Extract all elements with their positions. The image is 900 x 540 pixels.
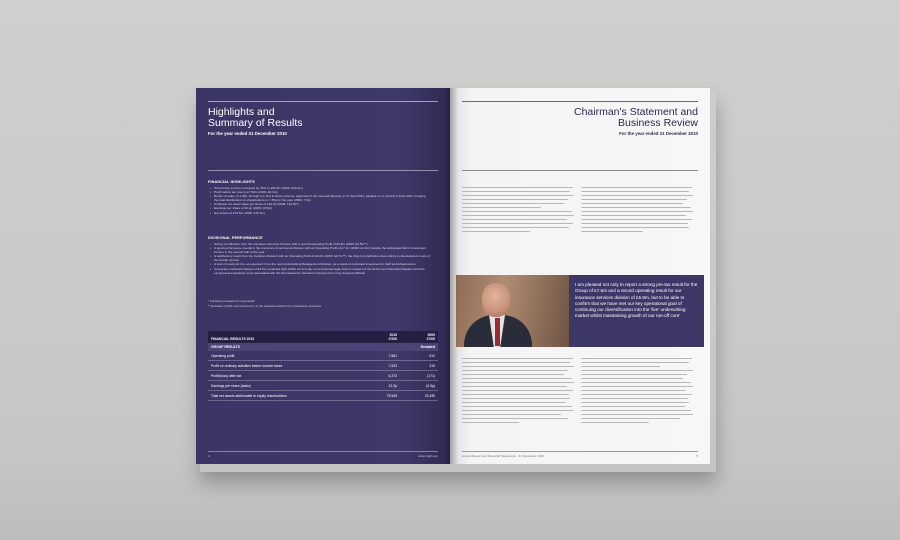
value-2010: 12.2p — [388, 383, 397, 388]
list-item: • A loss of nearly £1.0m, as expected, from the new Underwriting Management Division, as a result of continued investment in staff and infrastructure — [210, 262, 430, 266]
table-header — [208, 331, 438, 343]
col-2010-year: 2010 — [389, 333, 397, 337]
value-2009: (171) — [427, 373, 435, 378]
table-subheader — [208, 343, 438, 351]
footnote: * Following restatement of goodwill — [208, 299, 255, 303]
row-label: Earnings per share (basic) — [211, 383, 251, 388]
title-line-1: Chairman's Statement and — [574, 106, 698, 118]
table-row — [208, 381, 438, 391]
value-2010: 7,881 — [388, 353, 397, 358]
list-item: • Undiluted net asset value per share of 144.8p (2009: 140.8p*) — [210, 202, 430, 206]
row-label: Profit/(loss) after tax — [211, 373, 242, 378]
group-results-label: GROUP RESULTS — [211, 345, 240, 349]
col-2009-year: 2009 — [427, 333, 435, 337]
table-edge — [0, 468, 900, 540]
list-item: • A good performance overall in the Insurance Investments Division with an Operating Profit of £7.4m (2009: £1.3m) despite the anticipated fall in investment income in the second half of the year — [210, 246, 430, 254]
page-number: 5 — [696, 454, 698, 458]
table-row — [208, 391, 438, 401]
row-values — [383, 394, 435, 398]
list-item: • Strong contribution from the Insurance Services Division with a record Operating Profit of £5.8m (2009: £2.5m**) — [210, 242, 430, 246]
photo-head — [482, 283, 510, 317]
website-text: www.rsgill.com — [418, 454, 438, 458]
row-values — [383, 384, 435, 388]
value-2010: 79,549 — [386, 393, 397, 398]
body-text-column-right-bottom — [581, 358, 694, 426]
chairman-photo — [456, 275, 569, 347]
table-row — [208, 351, 438, 361]
list-item: • Corporate overhead charges of £4.5m remained high (2009: £4.1m) due to exceptional legal costs in respect of the Sexton and Stonebull litigation and the exceptional acquisition costs associated with the Rennaissance Solutions business from Guy Carpenter/Marsh — [210, 267, 430, 275]
value-2009: (0.5p) — [426, 383, 435, 388]
financial-highlights-heading: FINANCIAL HIGHLIGHTS — [208, 180, 255, 184]
restated-label: Restated — [420, 345, 435, 349]
row-values — [383, 364, 435, 368]
col-2010-unit: £'000 — [388, 337, 397, 341]
footer-rule — [462, 451, 698, 452]
divisional-performance-heading: DIVISIONAL PERFORMANCE — [208, 236, 263, 240]
title-line-2: Business Review — [618, 117, 698, 129]
footer-text: Annual Report and Financial Statements - 31 December 2010 — [462, 454, 545, 458]
row-label: Total net assets attributable to equity shareholders — [211, 393, 287, 398]
page-number: 4 — [208, 454, 210, 458]
left-page — [196, 88, 450, 464]
col-2010-header — [383, 333, 397, 341]
top-rule — [462, 101, 698, 102]
value-2009: 612 — [429, 353, 435, 358]
title-line-2: Summary of Results — [208, 117, 303, 129]
body-text-column-left-bottom — [462, 358, 575, 426]
table-row — [208, 361, 438, 371]
list-item: • Total Group income increased by 34% to £52.8m (2009: £20.4m) — [210, 186, 430, 190]
value-2009: 76,339 — [424, 393, 435, 398]
col-2009-header — [421, 333, 435, 341]
row-label: Profit on ordinary activities before income taxes — [211, 363, 283, 368]
section-rule — [462, 170, 698, 171]
row-label: Operating profit — [211, 353, 235, 358]
row-values — [383, 374, 435, 378]
book-gutter — [444, 88, 458, 464]
table-header-label: FINANCIAL RESULTS 2010 — [211, 337, 255, 341]
value-2010: 6,373 — [388, 373, 397, 378]
title-line-1: Highlights and — [208, 106, 275, 118]
body-text-column-left-top — [462, 187, 575, 235]
page-subtitle: For the year ended 31 December 2010 — [619, 131, 698, 136]
list-item: • A satisfactory result from the Captives Division with an Operating Profit of £0.2m (2009: £0.7m**), the drop in contribution due entirely to development costs of the Nordic venture — [210, 254, 430, 262]
list-item: • Profit before tax rose to £7.52m (2009: £6.3m) — [210, 190, 430, 194]
col-2009-unit: £'000 — [426, 337, 435, 341]
pull-quote: I am pleased not only to report a strong pre-tax result for the Group of £7.5m and a record operating result for our insurance services division of £5.8m, but to be able to confirm that we have met our key operational goal of continuing our diversification into the 'live' underwriting market whilst maintaining growth of our run-off core' — [569, 275, 704, 347]
footer-rule — [208, 451, 438, 452]
list-item: • Earnings per share of 12.2p (2009: (0.5p)) — [210, 206, 430, 210]
body-text-column-right-top — [581, 187, 694, 235]
row-values — [383, 354, 435, 358]
footnote: ** Excludes profits now reported on in the Captives division for comparative purposes — [208, 304, 322, 308]
photo-tie — [495, 318, 500, 346]
list-item: • Return of value of 4.45p, through a C and D share scheme, approved in the General Meeting on 27 April 2011, payable on or around 2 June 2011, bringing the total distributions to shareholders to 7.35p for the year (2009: 7.0p) — [210, 194, 430, 202]
page-subtitle: For the year ended 31 December 2010 — [208, 131, 287, 136]
right-page — [450, 88, 710, 464]
table-row — [208, 371, 438, 381]
financial-highlights-list — [210, 186, 430, 215]
list-item: • Net assets of £79.6m (2009: £76.3m) — [210, 211, 430, 215]
table-header-columns — [383, 333, 435, 341]
financial-results-table — [208, 331, 438, 401]
section-rule — [208, 170, 438, 171]
page-title — [574, 107, 698, 129]
value-2009: 319 — [429, 363, 435, 368]
value-2010: 7,523 — [388, 363, 397, 368]
page-title — [208, 107, 303, 129]
top-rule — [208, 101, 438, 102]
divisional-performance-list — [210, 242, 430, 275]
